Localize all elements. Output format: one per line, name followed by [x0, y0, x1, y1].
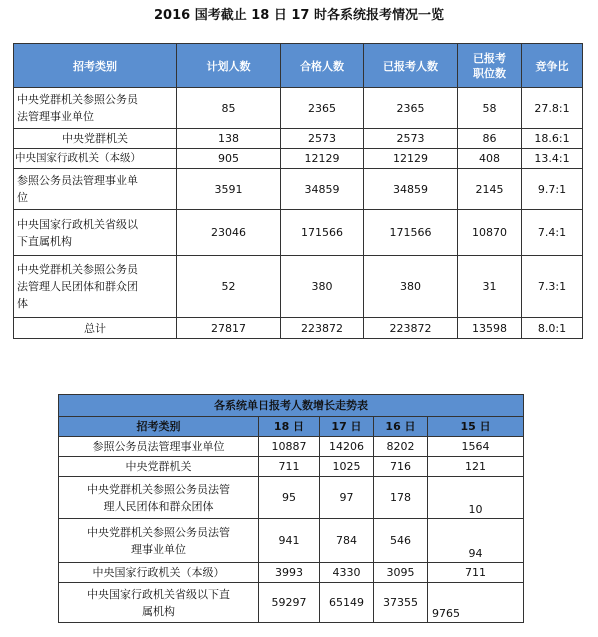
total-label: 总计 [14, 318, 177, 339]
positions-cell: 10870 [458, 210, 522, 256]
qualified-cell: 380 [281, 256, 364, 318]
qualified-cell: 223872 [281, 318, 364, 339]
day15-cell: 9765 [428, 583, 524, 623]
day17-cell: 4330 [320, 563, 374, 583]
ratio-cell: 9.7:1 [522, 169, 583, 210]
positions-cell: 13598 [458, 318, 522, 339]
plan-cell: 52 [177, 256, 281, 318]
category-cell: 中央国家行政机关省级以下直 属机构 [59, 583, 259, 623]
column-header: 已报考 职位数 [458, 44, 522, 88]
day18-cell: 941 [259, 519, 320, 563]
registration-summary-table [13, 43, 583, 339]
table-row [59, 519, 524, 563]
plan-cell: 23046 [177, 210, 281, 256]
column-header: 计划人数 [177, 44, 281, 88]
daily-growth-table [58, 394, 524, 623]
category-cell: 中央国家行政机关（本级） [14, 149, 177, 169]
day18-cell: 3993 [259, 563, 320, 583]
day16-cell: 546 [374, 519, 428, 563]
qualified-cell: 2365 [281, 88, 364, 129]
day15-cell: 121 [428, 457, 524, 477]
day17-cell: 1025 [320, 457, 374, 477]
table-row [14, 88, 583, 129]
total-row [14, 318, 583, 339]
ratio-cell: 8.0:1 [522, 318, 583, 339]
qualified-cell: 12129 [281, 149, 364, 169]
category-cell: 中央党群机关参照公务员 法管理事业单位 [14, 88, 177, 129]
positions-cell: 31 [458, 256, 522, 318]
table-row [14, 129, 583, 149]
day16-cell: 8202 [374, 437, 428, 457]
column-header: 18 日 [259, 417, 320, 437]
column-header: 合格人数 [281, 44, 364, 88]
column-header: 已报考人数 [364, 44, 458, 88]
day18-cell: 711 [259, 457, 320, 477]
positions-cell: 2145 [458, 169, 522, 210]
category-cell: 中央党群机关参照公务员法管 理事业单位 [59, 519, 259, 563]
day16-cell: 716 [374, 457, 428, 477]
applied-cell: 34859 [364, 169, 458, 210]
table-row [59, 437, 524, 457]
column-header: 招考类别 [59, 417, 259, 437]
applied-cell: 380 [364, 256, 458, 318]
column-header: 15 日 [428, 417, 524, 437]
positions-cell: 408 [458, 149, 522, 169]
day15-cell: 94 [428, 519, 524, 563]
day15-cell: 10 [428, 477, 524, 519]
table-row [14, 256, 583, 318]
page-title: 2016 国考截止 18 日 17 时各系统报考情况一览 [154, 8, 444, 23]
plan-cell: 138 [177, 129, 281, 149]
ratio-cell: 7.4:1 [522, 210, 583, 256]
positions-cell: 86 [458, 129, 522, 149]
column-header: 16 日 [374, 417, 428, 437]
qualified-cell: 2573 [281, 129, 364, 149]
table-header-row [59, 417, 524, 437]
column-header: 招考类别 [14, 44, 177, 88]
applied-cell: 2573 [364, 129, 458, 149]
day17-cell: 784 [320, 519, 374, 563]
applied-cell: 12129 [364, 149, 458, 169]
day18-cell: 59297 [259, 583, 320, 623]
table-row [59, 563, 524, 583]
column-header: 竞争比 [522, 44, 583, 88]
applied-cell: 171566 [364, 210, 458, 256]
day17-cell: 14206 [320, 437, 374, 457]
plan-cell: 27817 [177, 318, 281, 339]
day16-cell: 3095 [374, 563, 428, 583]
category-cell: 中央党群机关 [14, 129, 177, 149]
day16-cell: 178 [374, 477, 428, 519]
ratio-cell: 27.8:1 [522, 88, 583, 129]
category-cell: 参照公务员法管理事业单位 [59, 437, 259, 457]
table-row [59, 583, 524, 623]
category-cell: 中央党群机关参照公务员 法管理人民团体和群众团 体 [14, 256, 177, 318]
day18-cell: 10887 [259, 437, 320, 457]
category-cell: 中央国家行政机关（本级） [59, 563, 259, 583]
table-row [59, 477, 524, 519]
day15-cell: 711 [428, 563, 524, 583]
plan-cell: 3591 [177, 169, 281, 210]
qualified-cell: 171566 [281, 210, 364, 256]
table-header-row [14, 44, 583, 88]
plan-cell: 905 [177, 149, 281, 169]
day15-cell: 1564 [428, 437, 524, 457]
table-row [14, 169, 583, 210]
category-cell: 中央党群机关 [59, 457, 259, 477]
day18-cell: 95 [259, 477, 320, 519]
positions-cell: 58 [458, 88, 522, 129]
day16-cell: 37355 [374, 583, 428, 623]
category-cell: 参照公务员法管理事业单 位 [14, 169, 177, 210]
day17-cell: 65149 [320, 583, 374, 623]
table-row [59, 457, 524, 477]
table-caption: 各系统单日报考人数增长走势表 [59, 395, 524, 417]
plan-cell: 85 [177, 88, 281, 129]
ratio-cell: 7.3:1 [522, 256, 583, 318]
table-row [14, 149, 583, 169]
applied-cell: 223872 [364, 318, 458, 339]
category-cell: 中央国家行政机关省级以 下直属机构 [14, 210, 177, 256]
category-cell: 中央党群机关参照公务员法管 理人民团体和群众团体 [59, 477, 259, 519]
applied-cell: 2365 [364, 88, 458, 129]
table-caption-row [59, 395, 524, 417]
table-row [14, 210, 583, 256]
day17-cell: 97 [320, 477, 374, 519]
ratio-cell: 13.4:1 [522, 149, 583, 169]
ratio-cell: 18.6:1 [522, 129, 583, 149]
column-header: 17 日 [320, 417, 374, 437]
qualified-cell: 34859 [281, 169, 364, 210]
